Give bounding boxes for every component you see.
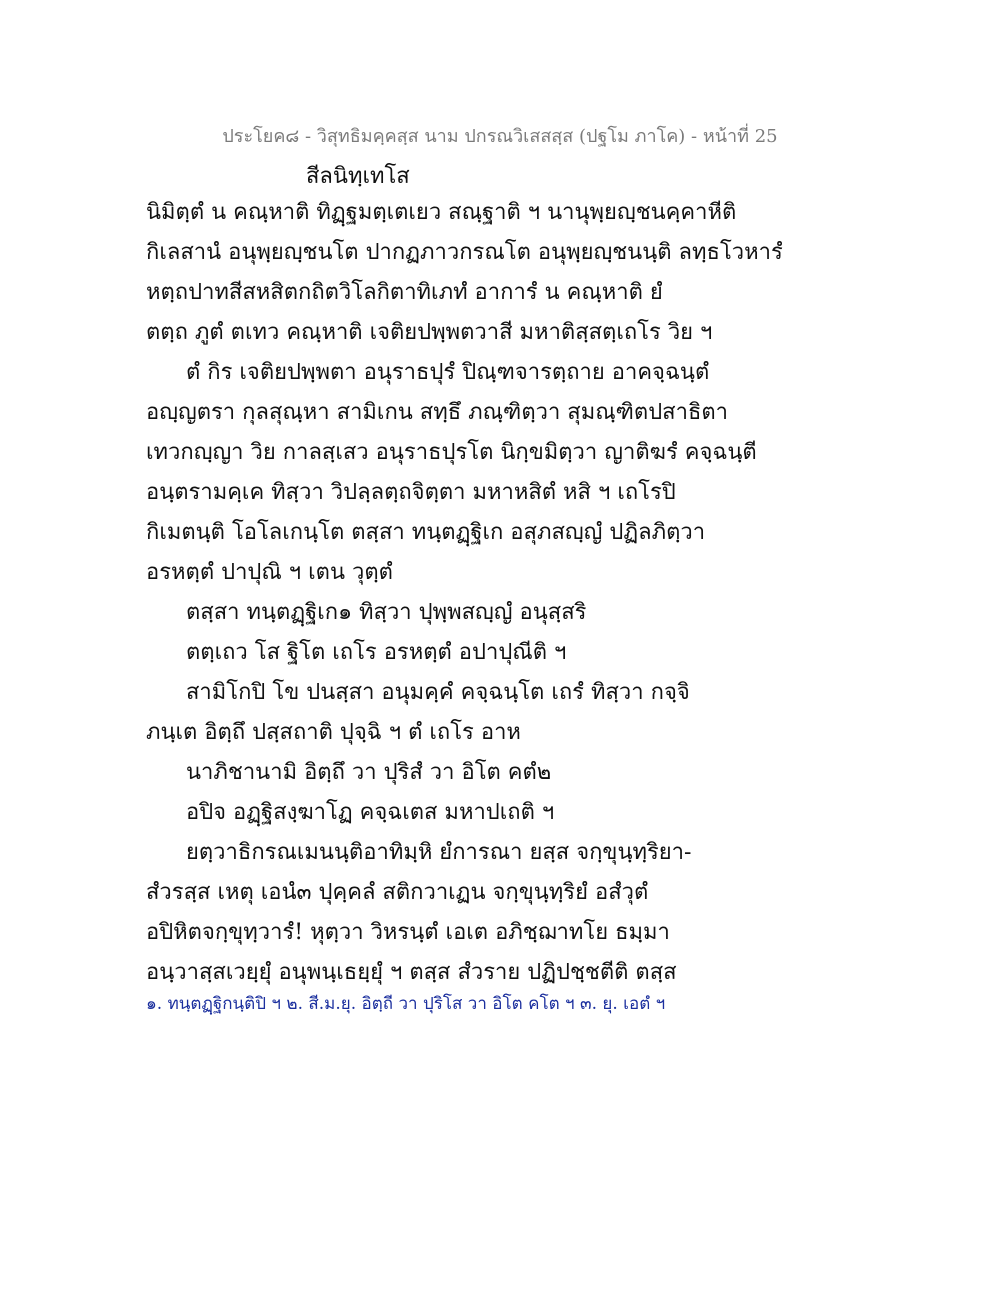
- text-line: สํวรสฺส เหตุ เอนํ๓ ปุคฺคลํ สติกวาเฏน จกฺขุนฺทฺริยํ อสํวุตํ: [146, 880, 649, 905]
- verse-line: นาภิชานามิ อิตฺถึ วา ปุริสํ วา อิโต คตํ๒: [186, 760, 552, 785]
- text-line: อนฺตรามคฺเค ทิสฺวา วิปลฺลตฺถจิตฺตา มหาหสิตํ หสิ ฯ เถโรปิ: [146, 480, 676, 505]
- verse-line: อปิจ อฏฺฐิสงฺฆาโฏ คจฺฉเตส มหาปเถติ ฯ: [186, 800, 555, 825]
- footnote: ๑. ทนฺตฏฺฐิกนฺติปิ ฯ ๒. สี.ม.ยุ. อิตฺถี วา ปุริโส วา อิโต คโต ฯ ๓. ยุ. เอตํ ฯ: [146, 994, 666, 1014]
- text-line: หตฺถปาทสีสหสิตกถิตวิโลกิตาทิเภทํ อาการํ น คณฺหาติ ยํ: [146, 280, 663, 305]
- verse-line: ตสฺสา ทนฺตฏฺฐิเก๑ ทิสฺวา ปุพฺพสญฺญํ อนุสฺสริ: [186, 600, 587, 625]
- text-line: อนฺวาสฺสเวยฺยุํ อนุพนฺเธยฺยุํ ฯ ตสฺส สํวราย ปฏิปชฺชตีติ ตสฺส: [146, 960, 677, 985]
- text-line: อญฺญตรา กุลสุณฺหา สามิเกน สทฺธึ ภณฺฑิตฺวา สุมณฺฑิตปสาธิตา: [146, 400, 729, 425]
- text-line: ตํ กิร เจติยปพฺพตา อนุราธปุรํ ปิณฺฑจารตฺถาย อาคจฺฉนฺตํ: [186, 360, 710, 385]
- text-line: สามิโกปิ โข ปนสฺสา อนุมคฺคํ คจฺฉนฺโต เถรํ ทิสฺวา กจฺจิ: [186, 680, 690, 705]
- text-line: เทวกญฺญา วิย กาลสฺเสว อนุราธปุรโต นิกฺขมิตฺวา ญาติฆรํ คจฺฉนฺตี: [146, 440, 757, 465]
- text-line: นิมิตฺตํ น คณฺหาติ ทิฏฺฐมตฺเตเยว สณฺฐาติ ฯ นานุพฺยญฺชนคฺคาหีติ: [146, 200, 737, 225]
- section-title: สีลนิทฺเทโส: [306, 164, 410, 189]
- text-line: กิเลสานํ อนุพฺยญฺชนโต ปากฏภาวกรณโต อนุพฺยญฺชนนฺติ ลทฺธโวหารํ: [146, 240, 783, 265]
- text-line: ยตฺวาธิกรณเมนนฺติอาทิมฺหิ ยํการณา ยสฺส จกฺขุนฺทฺริยา-: [186, 840, 692, 865]
- text-line: อรหตฺตํ ปาปุณิ ฯ เตน วุตฺตํ: [146, 560, 393, 585]
- verse-line: ตตฺเถว โส ฐิโต เถโร อรหตฺตํ อปาปุณีติ ฯ: [186, 640, 567, 665]
- page-header: ประโยค๘ - วิสุทธิมคฺคสฺส นาม ปกรณวิเสสสฺส (ปฐโม ภาโค) - หน้าที่ 25: [222, 126, 778, 147]
- text-line: ภนฺเต อิตฺถึ ปสฺสถาติ ปุจฺฉิ ฯ ตํ เถโร อาห: [146, 720, 521, 745]
- text-line: ตตฺถ ภูตํ ตเทว คณฺหาติ เจติยปพฺพตวาสี มหาติสฺสตฺเถโร วิย ฯ: [146, 320, 713, 345]
- text-line: กิเมตนฺติ โอโลเกนฺโต ตสฺสา ทนฺตฏฺฐิเก อสุภสญฺญํ ปฏิลภิตฺวา: [146, 520, 706, 545]
- text-line: อปิหิตจกฺขุทฺวารํ! หุตฺวา วิหรนฺตํ เอเต อภิชฺฌาทโย ธมฺมา: [146, 920, 670, 945]
